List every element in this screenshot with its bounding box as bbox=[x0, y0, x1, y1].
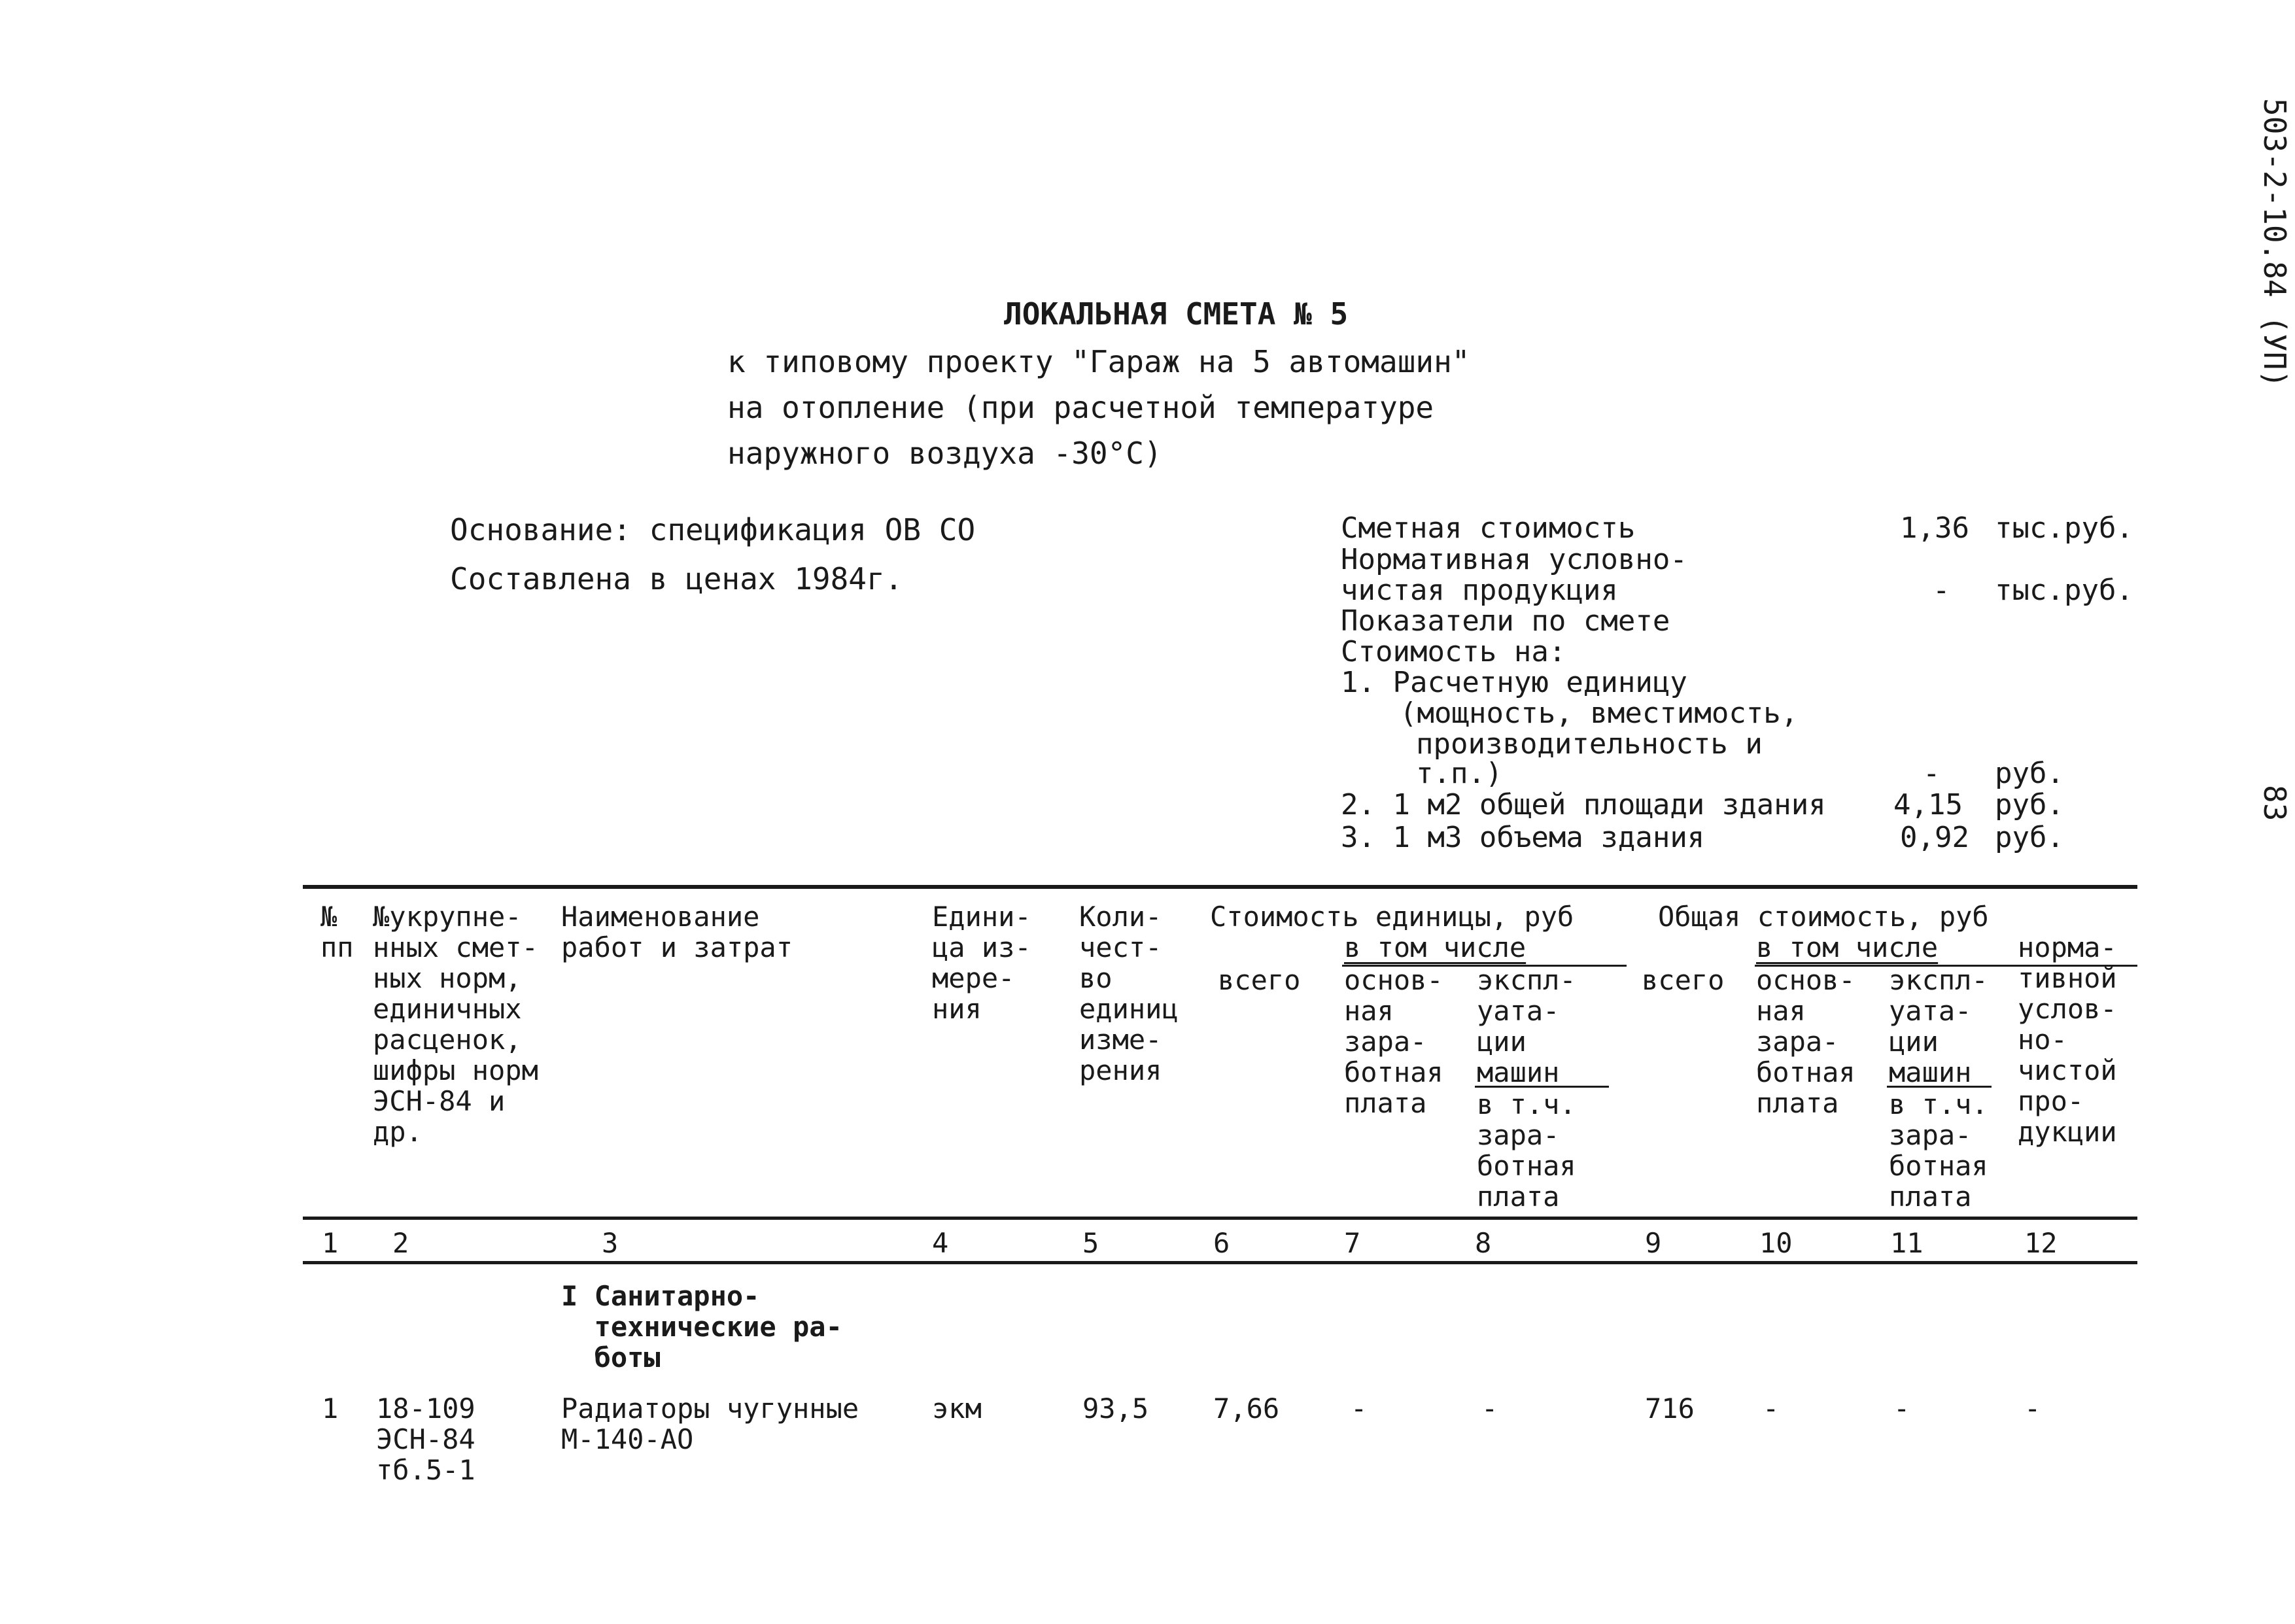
row-name: Радиаторы чугунные М-140-АО bbox=[561, 1392, 859, 1455]
normative-label-1: Нормативная условно- bbox=[1341, 543, 1687, 576]
header-col-10: основ- ная зара- ботная плата bbox=[1756, 964, 1855, 1119]
row-code: 18-109 ЭСН-84 тб.5-1 bbox=[376, 1392, 475, 1486]
column-number: 4 bbox=[932, 1227, 949, 1259]
column-number: 2 bbox=[392, 1227, 409, 1259]
item2-label: 2. 1 м2 общей площади здания bbox=[1341, 788, 1826, 821]
column-number: 5 bbox=[1082, 1227, 1099, 1259]
row-quantity: 93,5 bbox=[1082, 1392, 1149, 1425]
header-col-11-top: экспл- уата- ции машин bbox=[1889, 964, 1988, 1088]
indicators-label: Показатели по смете bbox=[1341, 604, 1670, 638]
item2-value: 4,15 bbox=[1893, 788, 1963, 821]
column-numbers-rule bbox=[303, 1261, 2137, 1264]
header-col-7: основ- ная зара- ботная плата bbox=[1344, 964, 1443, 1119]
basis-line-2: Составлена в ценах 1984г. bbox=[450, 561, 903, 596]
item1-line-3: производительность и bbox=[1416, 727, 1763, 761]
row-total-wage: - bbox=[1763, 1392, 1780, 1425]
column-number: 8 bbox=[1475, 1227, 1492, 1259]
basis-line-1: Основание: спецификация ОВ СО bbox=[450, 512, 976, 547]
column-number: 1 bbox=[322, 1227, 339, 1259]
column-number: 10 bbox=[1759, 1227, 1793, 1259]
normative-label-2: чистая продукция bbox=[1341, 574, 1618, 607]
item1-line-1: 1. Расчетную единицу bbox=[1341, 666, 1687, 699]
row-normative: - bbox=[2024, 1392, 2041, 1425]
title-line-1: к типовому проекту "Гараж на 5 автомашин" bbox=[727, 344, 1470, 379]
header-col-9: всего bbox=[1642, 964, 1725, 996]
estimated-cost-unit: тыс.руб. bbox=[1995, 511, 2133, 545]
estimated-cost-label: Сметная стоимость bbox=[1341, 511, 1636, 545]
document-title: ЛОКАЛЬНАЯ СМЕТА № 5 bbox=[1004, 296, 1349, 332]
column-number: 12 bbox=[2024, 1227, 2058, 1259]
column-number: 9 bbox=[1645, 1227, 1662, 1259]
row-unit: экм bbox=[932, 1392, 982, 1425]
row-unit-wage: - bbox=[1351, 1392, 1368, 1425]
item1-value: - bbox=[1923, 757, 1941, 790]
normative-unit: тыс.руб. bbox=[1995, 574, 2133, 607]
item2-unit: руб. bbox=[1995, 788, 2064, 821]
row-total-machine: - bbox=[1893, 1392, 1910, 1425]
row-unit-total: 7,66 bbox=[1213, 1392, 1280, 1425]
header-col-2: №укрупне- нных смет- ных норм, единичных расценок, шифры норм ЭСН-84 и др. bbox=[373, 901, 538, 1148]
column-number: 7 bbox=[1344, 1227, 1361, 1259]
section-title: I Санитарно- технические ра- боты bbox=[561, 1280, 842, 1373]
item3-label: 3. 1 м3 объема здания bbox=[1341, 821, 1705, 854]
estimated-cost-value: 1,36 bbox=[1900, 511, 1969, 545]
row-total: 716 bbox=[1645, 1392, 1695, 1425]
title-line-3: наружного воздуха -30°С) bbox=[727, 436, 1162, 471]
header-col-3: Наименование работ и затрат bbox=[561, 901, 793, 963]
item1-line-4: т.п.) bbox=[1416, 757, 1503, 790]
cost-per-label: Стоимость на: bbox=[1341, 635, 1566, 668]
header-unit-cost-group: Стоимость единицы, руб bbox=[1210, 901, 1574, 933]
document-code: 503-2-10.84 (УП) bbox=[2257, 98, 2292, 389]
column-number: 11 bbox=[1890, 1227, 1924, 1259]
item3-value: 0,92 bbox=[1900, 821, 1969, 854]
header-total-cost-group: Общая стоимость, руб bbox=[1658, 901, 1989, 933]
table-top-rule bbox=[303, 885, 2137, 889]
header-col-6: всего bbox=[1218, 964, 1301, 996]
header-bottom-rule bbox=[303, 1217, 2137, 1220]
header-incl-total: в том числе bbox=[1756, 931, 1939, 963]
row-number: 1 bbox=[322, 1392, 339, 1425]
header-col-4: Едини- ца из- мере- ния bbox=[932, 901, 1031, 1025]
header-col-5: Коли- чест- во единиц изме- рения bbox=[1079, 901, 1179, 1086]
normative-value: - bbox=[1933, 574, 1950, 607]
item1-unit: руб. bbox=[1995, 757, 2064, 790]
row-unit-machine: - bbox=[1481, 1392, 1498, 1425]
item3-unit: руб. bbox=[1995, 821, 2064, 854]
column-number: 6 bbox=[1213, 1227, 1230, 1259]
header-col-11-bottom: в т.ч. зара- ботная плата bbox=[1889, 1088, 1988, 1213]
page-number: 83 bbox=[2257, 785, 2292, 821]
header-incl-unit: в том числе bbox=[1344, 931, 1527, 963]
header-col-12: норма- тивной услов- но- чистой про- дукции bbox=[2018, 931, 2117, 1148]
title-line-2: на отопление (при расчетной температуре bbox=[727, 390, 1434, 425]
header-col-8-top: экспл- уата- ции машин bbox=[1477, 964, 1576, 1088]
header-col-1: № пп bbox=[320, 901, 354, 963]
column-number: 3 bbox=[602, 1227, 619, 1259]
item1-line-2: (мощность, вместимость, bbox=[1400, 697, 1799, 730]
header-col-8-bottom: в т.ч. зара- ботная плата bbox=[1477, 1088, 1576, 1213]
